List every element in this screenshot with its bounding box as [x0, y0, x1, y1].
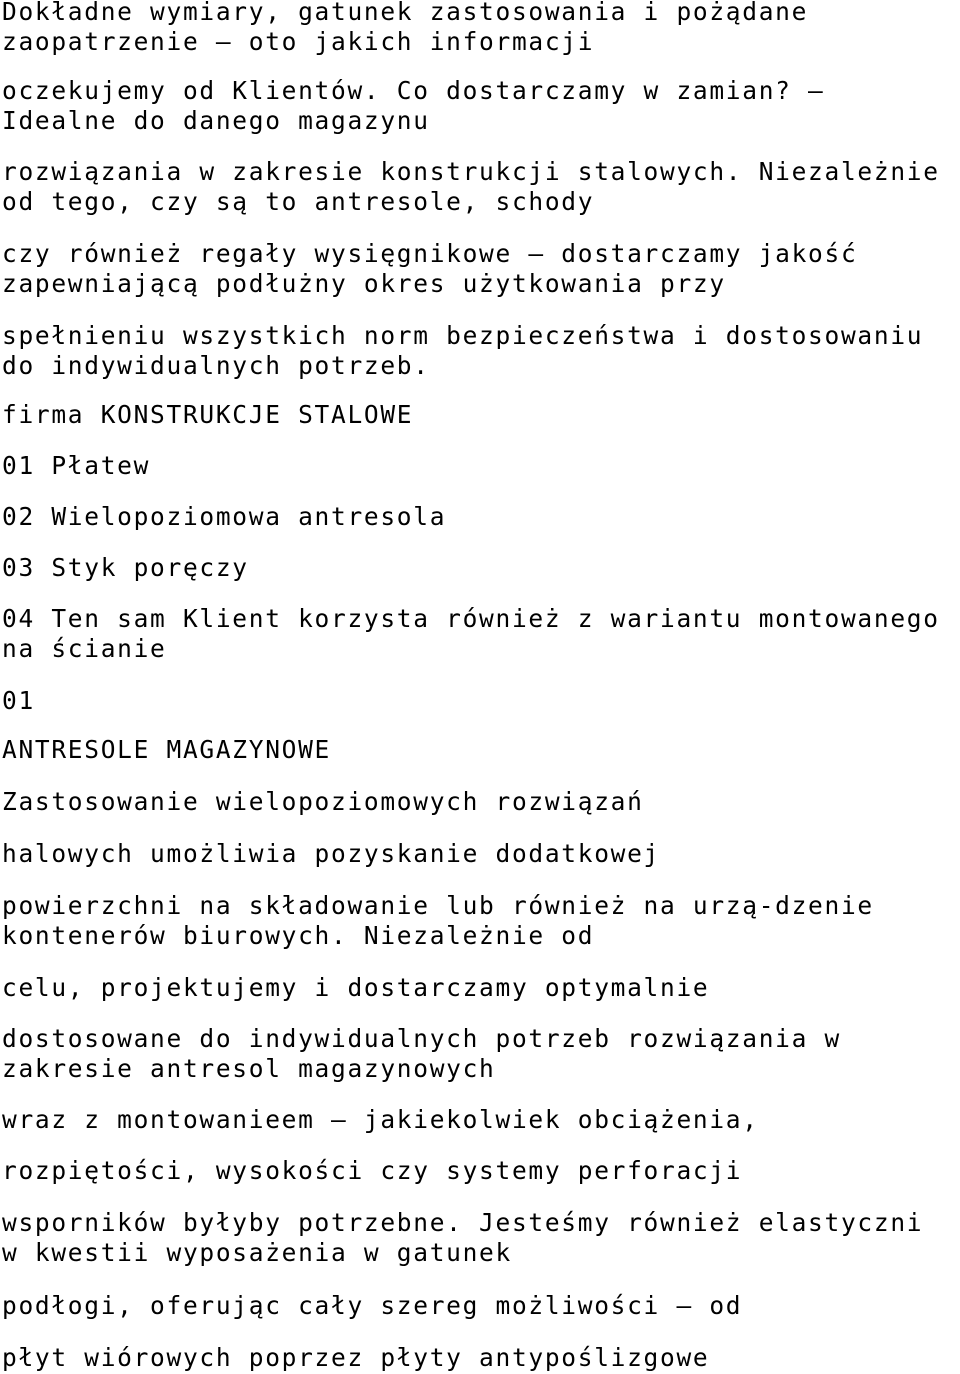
- text-line: dostosowane do indywidualnych potrzeb rozwiązania w: [2, 1024, 841, 1053]
- text-line: podłogi, oferując cały szereg możliwości – od: [2, 1291, 743, 1320]
- text-line: w kwestii wyposażenia w gatunek: [2, 1238, 512, 1267]
- text-line: zaopatrzenie – oto jakich informacji: [2, 27, 595, 56]
- section-number: 01: [2, 686, 35, 715]
- list-item: 03 Styk poręczy: [2, 553, 249, 582]
- text-line: płyt wiórowych poprzez płyty antypoślizgowe: [2, 1343, 710, 1372]
- text-line: czy również regały wysięgnikowe – dostarczamy jakość: [2, 239, 858, 268]
- list-item: 01 Płatew: [2, 451, 151, 480]
- text-line: halowych umożliwia pozyskanie dodatkowej: [2, 839, 661, 868]
- text-line: do indywidualnych potrzeb.: [2, 351, 430, 380]
- text-line: zapewniającą podłużny okres użytkowania przy: [2, 269, 726, 298]
- text-line: Idealne do danego magazynu: [2, 106, 430, 135]
- text-line: oczekujemy od Klientów. Co dostarczamy w zamian? –: [2, 76, 825, 105]
- text-line: spełnieniu wszystkich norm bezpieczeństwa i dostosowaniu: [2, 321, 924, 350]
- text-line: kontenerów biurowych. Niezależnie od: [2, 921, 595, 950]
- text-line: rozwiązania w zakresie konstrukcji stalowych. Niezależnie: [2, 157, 940, 186]
- list-item: 04 Ten sam Klient korzysta również z wariantu montowanego: [2, 604, 940, 633]
- text-line: rozpiętości, wysokości czy systemy perforacji: [2, 1156, 743, 1185]
- list-item: 02 Wielopoziomowa antresola: [2, 502, 447, 531]
- text-line: celu, projektujemy i dostarczamy optymalnie: [2, 973, 710, 1002]
- text-line: od tego, czy są to antresole, schody: [2, 187, 595, 216]
- text-line: wraz z montowanieem – jakiekolwiek obciążenia,: [2, 1105, 759, 1134]
- heading-company: firma KONSTRUKCJE STALOWE: [2, 400, 414, 429]
- text-line: Zastosowanie wielopoziomowych rozwiązań: [2, 787, 644, 816]
- text-line: powierzchni na składowanie lub również na urzą-dzenie: [2, 891, 874, 920]
- section-title: ANTRESOLE MAGAZYNOWE: [2, 735, 332, 764]
- text-line: na ścianie: [2, 634, 167, 663]
- text-line: zakresie antresol magazynowych: [2, 1054, 496, 1083]
- text-line: Dokładne wymiary, gatunek zastosowania i pożądane: [2, 0, 809, 26]
- text-line: wsporników byłyby potrzebne. Jesteśmy również elastyczni: [2, 1208, 924, 1237]
